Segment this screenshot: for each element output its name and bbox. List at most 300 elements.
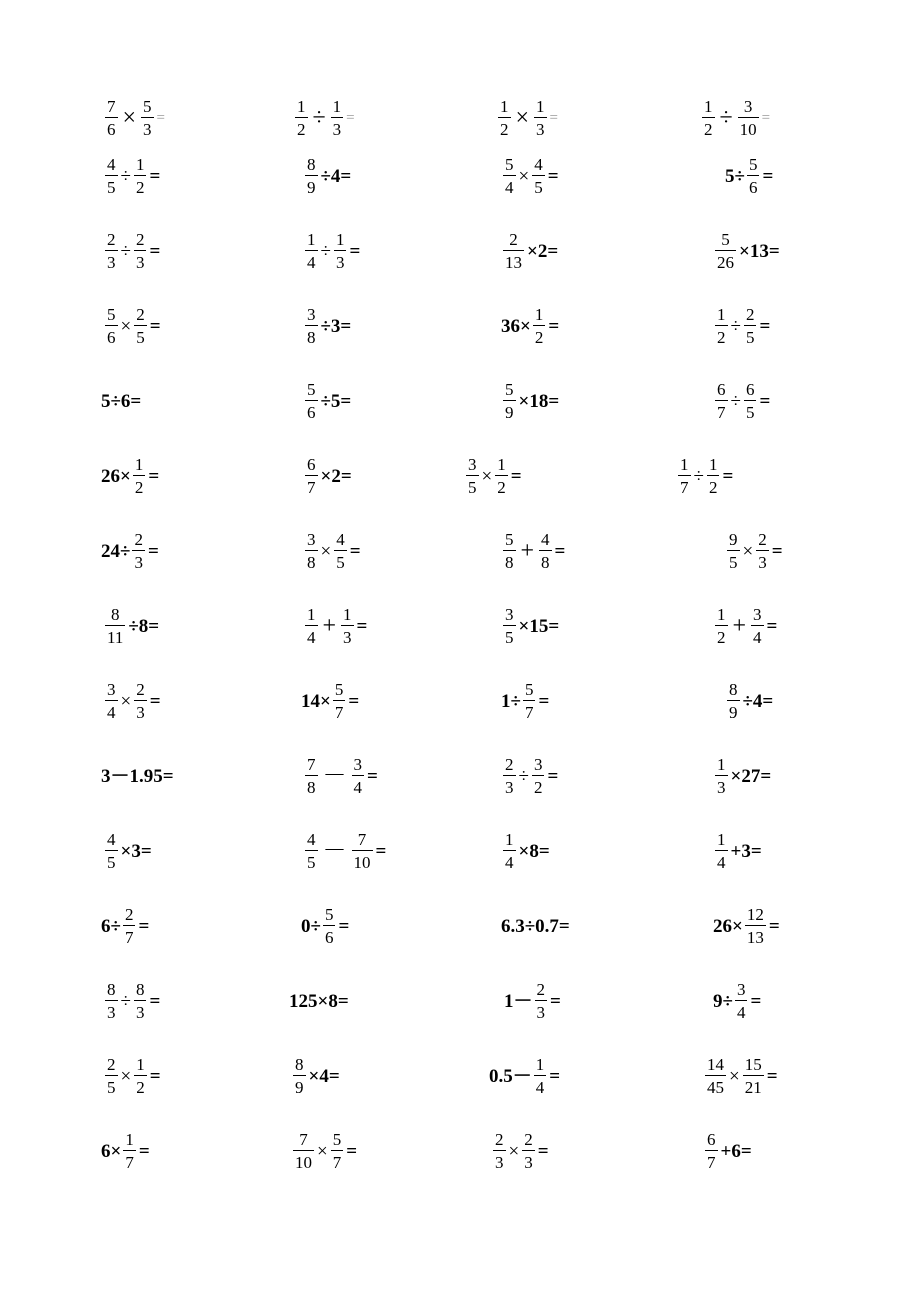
number-text: 5÷6= <box>101 390 142 412</box>
fraction-denominator: 5 <box>105 175 118 196</box>
fraction-denominator: 2 <box>498 117 511 138</box>
fraction-numerator: 1 <box>307 230 316 249</box>
fraction-denominator: 6 <box>747 175 760 196</box>
fraction-numerator: 8 <box>107 980 116 999</box>
operator-text: + <box>322 613 337 639</box>
math-problem <box>676 446 734 506</box>
math-problem <box>491 1121 550 1181</box>
fraction-denominator: 8 <box>305 325 318 346</box>
fraction-denominator: 2 <box>715 625 728 646</box>
number-text: 9÷ <box>713 990 733 1012</box>
fraction-denominator: 5 <box>334 550 347 571</box>
math-problem <box>713 896 781 956</box>
fraction-numerator: 1 <box>708 455 718 474</box>
fraction-numerator: 6 <box>307 455 316 474</box>
fraction-numerator: 7 <box>299 1130 308 1149</box>
number-text: 5÷ <box>725 165 745 187</box>
fraction <box>715 831 728 871</box>
fraction <box>305 531 318 571</box>
number-text: 14× <box>301 690 331 712</box>
fraction-numerator: 2 <box>495 1130 504 1149</box>
math-problem <box>103 1046 162 1106</box>
fraction-denominator: 7 <box>678 475 691 496</box>
operator-text: = <box>759 315 771 337</box>
fraction-numerator: 7 <box>107 97 116 116</box>
math-problem <box>700 88 771 148</box>
fraction-denominator: 6 <box>305 400 318 421</box>
operator-text: = <box>148 465 160 487</box>
fraction-denominator: 45 <box>705 1075 726 1096</box>
fraction-denominator: 10 <box>352 850 373 871</box>
fraction-numerator: 1 <box>297 97 306 116</box>
fraction-numerator: 1 <box>307 605 316 624</box>
operator-text: = <box>538 690 550 712</box>
fraction-denominator: 3 <box>535 1000 548 1021</box>
fraction-denominator: 3 <box>331 117 344 138</box>
fraction <box>715 306 728 346</box>
fraction-numerator: 2 <box>107 230 116 249</box>
fraction <box>539 531 552 571</box>
fraction-numerator: 1 <box>717 830 726 849</box>
fraction-denominator: 3 <box>134 250 147 271</box>
math-problem <box>303 371 352 431</box>
fraction-numerator: 8 <box>307 155 316 174</box>
fraction-denominator: 5 <box>727 550 740 571</box>
operator-text: = <box>537 1140 549 1162</box>
fraction <box>678 456 691 496</box>
fraction-numerator: 1 <box>332 97 342 116</box>
fraction-denominator: 4 <box>751 625 764 646</box>
operator-text: ×3= <box>120 840 152 862</box>
fraction <box>503 156 516 196</box>
operator-text: ÷8= <box>128 615 160 637</box>
math-problem <box>103 821 153 881</box>
math-problem <box>713 296 771 356</box>
fraction-numerator: 3 <box>736 980 746 999</box>
math-problem <box>504 971 562 1031</box>
operator-text: = <box>549 109 559 126</box>
fraction-denominator: 2 <box>533 325 546 346</box>
operator-text: × <box>120 315 132 337</box>
fraction-denominator: 2 <box>532 775 545 796</box>
math-problem <box>501 746 559 806</box>
math-problem <box>303 521 362 581</box>
operator-text: × <box>120 1065 132 1087</box>
fraction-numerator: 4 <box>307 830 316 849</box>
operator-text: × <box>122 105 137 131</box>
fraction <box>498 98 511 138</box>
fraction <box>105 306 118 346</box>
fraction <box>715 381 728 421</box>
operator-text: = <box>138 915 150 937</box>
fraction-denominator: 4 <box>534 1075 547 1096</box>
fraction-denominator: 7 <box>715 400 728 421</box>
fraction <box>105 98 118 138</box>
math-problem <box>725 671 774 731</box>
number-text: 0.5－ <box>489 1065 532 1087</box>
fraction-denominator: 3 <box>341 625 354 646</box>
fraction-denominator: 8 <box>305 775 318 796</box>
number-text: 6÷ <box>101 915 121 937</box>
fraction-denominator: 5 <box>532 175 545 196</box>
fraction-denominator: 9 <box>305 175 318 196</box>
operator-text: = <box>549 1065 561 1087</box>
fraction-numerator: 2 <box>107 1055 116 1074</box>
fraction <box>503 531 516 571</box>
fraction-denominator: 7 <box>305 475 318 496</box>
operator-text: = <box>149 690 161 712</box>
fraction <box>707 456 720 496</box>
math-problem <box>713 746 772 806</box>
fraction-denominator: 4 <box>503 175 516 196</box>
fraction-numerator: 2 <box>505 755 514 774</box>
fraction-numerator: 12 <box>746 905 764 924</box>
fraction <box>105 231 118 271</box>
fraction-numerator: 3 <box>107 680 116 699</box>
number-text: 6× <box>101 1140 122 1162</box>
fraction-numerator: 6 <box>745 380 755 399</box>
fraction-denominator: 21 <box>743 1075 764 1096</box>
fraction-numerator: 7 <box>357 830 367 849</box>
fraction-numerator: 1 <box>535 1055 545 1074</box>
fraction-numerator: 3 <box>505 605 514 624</box>
math-problem <box>713 221 781 281</box>
math-problem <box>303 296 352 356</box>
fraction-denominator: 2 <box>715 325 728 346</box>
fraction <box>293 1056 306 1096</box>
operator-text: ÷ <box>120 990 131 1012</box>
math-problem <box>103 88 166 148</box>
operator-text: = <box>550 990 561 1012</box>
math-problem <box>501 146 560 206</box>
operator-text: ÷ <box>693 465 704 487</box>
fraction-numerator: 1 <box>536 97 545 116</box>
operator-text: ×2= <box>320 465 352 487</box>
number-text: 3－1.95= <box>101 765 174 787</box>
math-problem <box>303 446 353 506</box>
operator-text: ÷ <box>518 765 529 787</box>
fraction-numerator: 2 <box>135 230 145 249</box>
math-problem <box>301 671 360 731</box>
number-text: 1－ <box>504 990 533 1012</box>
operator-text: = <box>149 165 161 187</box>
math-problem <box>101 446 160 506</box>
fraction-denominator: 5 <box>105 1075 118 1096</box>
fraction <box>305 231 318 271</box>
fraction-denominator: 2 <box>134 175 147 196</box>
operator-text: = <box>356 615 368 637</box>
operator-text: ÷ <box>312 105 326 131</box>
math-problem <box>103 221 161 281</box>
operator-text: = <box>766 615 778 637</box>
math-problem <box>103 971 161 1031</box>
fraction-numerator: 5 <box>324 905 334 924</box>
fraction <box>535 981 548 1021</box>
math-problem <box>291 1046 341 1106</box>
fraction-denominator: 5 <box>466 475 479 496</box>
operator-text: × <box>515 105 530 131</box>
fraction-denominator: 3 <box>134 700 147 721</box>
fraction <box>331 1131 344 1171</box>
fraction-denominator: 3 <box>503 775 516 796</box>
operator-text: ÷3= <box>320 315 352 337</box>
fraction <box>534 98 547 138</box>
fraction <box>305 381 318 421</box>
math-problem <box>101 521 160 581</box>
number-text: 36× <box>501 315 531 337</box>
fraction-denominator: 8 <box>305 550 318 571</box>
fraction-numerator: 9 <box>729 530 738 549</box>
fraction-denominator: 13 <box>745 925 766 946</box>
math-problem <box>464 446 523 506</box>
operator-text: = <box>346 1140 358 1162</box>
math-problem <box>293 88 356 148</box>
fraction-numerator: 5 <box>332 1130 342 1149</box>
fraction <box>532 156 545 196</box>
operator-text: +6= <box>720 1140 752 1162</box>
fraction-numerator: 1 <box>717 305 726 324</box>
fraction <box>727 681 740 721</box>
operator-text: ÷ <box>120 240 131 262</box>
fraction-denominator: 7 <box>705 1150 718 1171</box>
operator-text: － <box>322 763 347 789</box>
fraction-denominator: 4 <box>305 250 318 271</box>
fraction <box>503 381 516 421</box>
fraction <box>105 606 125 646</box>
fraction <box>134 681 147 721</box>
math-problem <box>489 1046 561 1106</box>
fraction <box>532 756 545 796</box>
operator-text: = <box>766 1065 778 1087</box>
math-problem <box>713 596 778 656</box>
fraction-numerator: 8 <box>295 1055 304 1074</box>
fraction-denominator: 2 <box>134 1075 147 1096</box>
fraction-numerator: 5 <box>307 380 316 399</box>
math-problem <box>103 146 161 206</box>
math-problem <box>501 896 570 956</box>
operator-text: ÷4= <box>742 690 774 712</box>
fraction-numerator: 1 <box>335 230 345 249</box>
fraction-numerator: 1 <box>497 455 506 474</box>
fraction-denominator: 6 <box>323 925 336 946</box>
operator-text: × <box>742 540 754 562</box>
operator-text: × <box>320 540 332 562</box>
fraction-numerator: 4 <box>107 830 116 849</box>
fraction-denominator: 5 <box>744 325 757 346</box>
fraction-numerator: 5 <box>505 155 514 174</box>
operator-text: ×4= <box>308 1065 340 1087</box>
fraction-numerator: 5 <box>748 155 758 174</box>
fraction <box>735 981 748 1021</box>
fraction-denominator: 4 <box>305 625 318 646</box>
math-problem <box>103 671 162 731</box>
operator-text: ÷4= <box>320 165 352 187</box>
math-problem <box>303 821 387 881</box>
fraction <box>305 756 318 796</box>
fraction <box>715 756 728 796</box>
fraction-numerator: 1 <box>717 605 726 624</box>
fraction-denominator: 26 <box>715 250 736 271</box>
math-problem <box>501 221 559 281</box>
fraction <box>134 231 147 271</box>
math-problem <box>303 146 352 206</box>
number-text: 6.3÷0.7= <box>501 915 570 937</box>
fraction <box>333 681 346 721</box>
fraction-numerator: 8 <box>135 980 145 999</box>
fraction <box>715 606 728 646</box>
operator-text: = <box>768 915 780 937</box>
fraction-numerator: 2 <box>136 305 145 324</box>
fraction-denominator: 4 <box>735 1000 748 1021</box>
operator-text: = <box>762 165 774 187</box>
fraction-denominator: 3 <box>715 775 728 796</box>
operator-text: × <box>481 465 493 487</box>
operator-text: × <box>518 165 530 187</box>
operator-text: = <box>554 540 566 562</box>
math-problem <box>713 371 771 431</box>
fraction-numerator: 15 <box>744 1055 762 1074</box>
fraction <box>466 456 479 496</box>
fraction-numerator: 4 <box>107 155 116 174</box>
fraction <box>123 1131 136 1171</box>
math-problem <box>703 1121 753 1181</box>
math-problem <box>289 971 349 1031</box>
operator-text: = <box>510 465 522 487</box>
math-problem <box>501 596 560 656</box>
fraction-numerator: 1 <box>717 755 726 774</box>
fraction <box>305 831 318 871</box>
fraction-denominator: 8 <box>503 550 516 571</box>
operator-text: × <box>120 690 132 712</box>
fraction-denominator: 9 <box>727 700 740 721</box>
fraction-denominator: 4 <box>105 700 118 721</box>
fraction-denominator: 3 <box>132 550 145 571</box>
number-text: 26× <box>101 465 131 487</box>
operator-text: = <box>138 1140 150 1162</box>
operator-text: = <box>761 109 771 126</box>
fraction-denominator: 2 <box>295 117 308 138</box>
operator-text: = <box>722 465 734 487</box>
fraction-numerator: 2 <box>124 905 134 924</box>
fraction <box>305 456 318 496</box>
fraction-numerator: 4 <box>336 530 345 549</box>
fraction-numerator: 4 <box>541 530 550 549</box>
fraction <box>134 1056 147 1096</box>
fraction <box>331 98 344 138</box>
fraction-numerator: 3 <box>753 605 762 624</box>
fraction-denominator: 7 <box>331 1150 344 1171</box>
operator-text: ÷ <box>730 390 741 412</box>
fraction-denominator: 7 <box>523 700 536 721</box>
fraction-denominator: 5 <box>305 850 318 871</box>
fraction <box>341 606 354 646</box>
number-text: 125×8= <box>289 990 349 1012</box>
operator-text: = <box>349 240 361 262</box>
math-problem <box>303 596 368 656</box>
fraction-numerator: 4 <box>534 155 543 174</box>
fraction <box>727 531 740 571</box>
fraction-denominator: 5 <box>744 400 757 421</box>
fraction-numerator: 1 <box>534 305 544 324</box>
math-problem <box>101 896 150 956</box>
fraction-denominator: 5 <box>105 850 118 871</box>
operator-text: ×15= <box>518 615 560 637</box>
fraction-numerator: 8 <box>729 680 738 699</box>
math-problem <box>291 1121 358 1181</box>
fraction-numerator: 1 <box>136 1055 145 1074</box>
math-problem <box>501 521 566 581</box>
operator-text: = <box>759 390 771 412</box>
fraction <box>744 381 757 421</box>
operator-text: = <box>149 315 161 337</box>
fraction-denominator: 10 <box>738 117 759 138</box>
fraction <box>522 1131 535 1171</box>
fraction-numerator: 7 <box>307 755 316 774</box>
fraction <box>715 231 736 271</box>
operator-text: × <box>317 1140 328 1162</box>
fraction-denominator: 10 <box>293 1150 314 1171</box>
fraction-numerator: 6 <box>707 1130 716 1149</box>
math-problem <box>713 971 762 1031</box>
math-problem <box>101 1121 151 1181</box>
fraction-numerator: 14 <box>707 1055 724 1074</box>
fraction <box>305 306 318 346</box>
fraction-denominator: 2 <box>707 475 720 496</box>
fraction <box>503 756 516 796</box>
operator-text: + <box>732 613 747 639</box>
operator-text: = <box>367 765 378 787</box>
fraction <box>141 98 154 138</box>
fraction-numerator: 3 <box>468 455 477 474</box>
number-text: 26× <box>713 915 743 937</box>
fraction <box>352 831 373 871</box>
fraction-numerator: 2 <box>758 530 767 549</box>
fraction-denominator: 3 <box>134 1000 147 1021</box>
operator-text: = <box>156 109 166 126</box>
math-problem <box>303 221 361 281</box>
operator-text: = <box>750 990 762 1012</box>
fraction <box>105 831 118 871</box>
number-text: 1÷ <box>501 690 521 712</box>
operator-text: +3= <box>730 840 762 862</box>
fraction-numerator: 1 <box>680 455 689 474</box>
fraction-denominator: 6 <box>105 117 118 138</box>
fraction <box>747 156 760 196</box>
fraction <box>533 306 546 346</box>
operator-text: = <box>375 840 387 862</box>
math-problem <box>725 146 774 206</box>
fraction <box>123 906 136 946</box>
math-problem <box>103 296 162 356</box>
fraction <box>133 456 146 496</box>
math-problem <box>725 521 784 581</box>
math-problem <box>703 1046 779 1106</box>
math-problem <box>501 371 560 431</box>
fraction-numerator: 8 <box>110 605 120 624</box>
operator-text: = <box>548 315 560 337</box>
fraction-denominator: 3 <box>334 250 347 271</box>
fraction-numerator: 5 <box>505 380 514 399</box>
number-text: 24÷ <box>101 540 131 562</box>
fraction <box>743 1056 764 1096</box>
fraction-numerator: 5 <box>143 97 152 116</box>
math-problem <box>303 746 379 806</box>
fraction-denominator: 2 <box>133 475 146 496</box>
fraction <box>134 306 147 346</box>
operator-text: = <box>348 690 360 712</box>
operator-text: ×18= <box>518 390 560 412</box>
fraction-denominator: 3 <box>756 550 769 571</box>
